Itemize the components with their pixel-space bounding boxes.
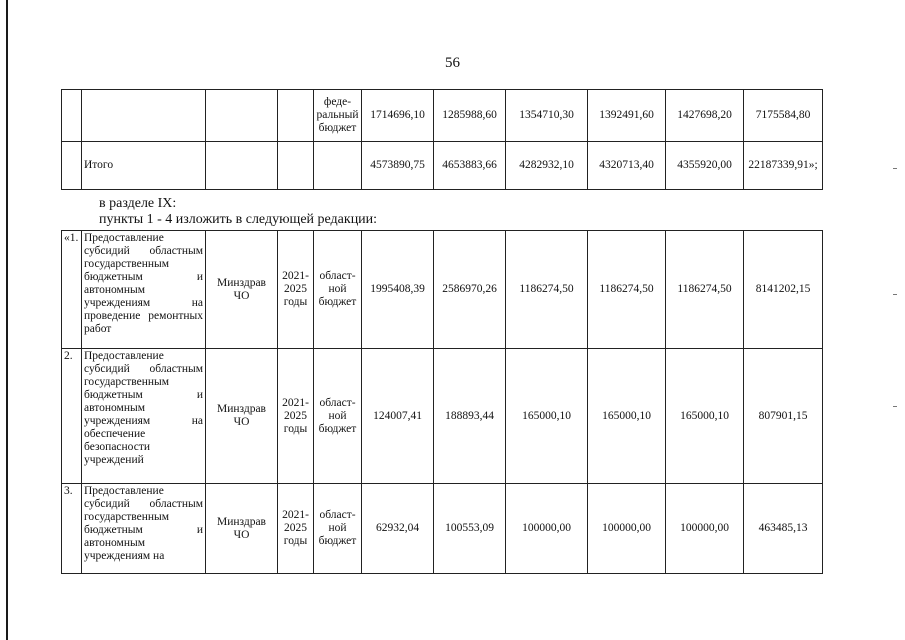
continuation-table bbox=[61, 89, 823, 190]
cell-desc: Предоставление субсидий областным государственным бюджетным и автономным учреждениям на bbox=[82, 484, 206, 574]
scan-mark bbox=[893, 294, 897, 295]
cell-value: 4355920,00 bbox=[666, 142, 744, 190]
cell-value: 100553,09 bbox=[434, 484, 506, 574]
cell-desc: Предоставление субсидий областным государственным бюджетным и автономным учреждениям на обеспечение безопасности учреждений bbox=[82, 349, 206, 484]
cell-value: 4282932,10 bbox=[506, 142, 588, 190]
scan-mark bbox=[893, 406, 897, 407]
cell-num: 2. bbox=[62, 349, 82, 484]
cell-desc bbox=[82, 90, 206, 142]
cell-value: 4653883,66 bbox=[434, 142, 506, 190]
page-number: 56 bbox=[445, 55, 460, 71]
cell-value: 807901,15 bbox=[744, 349, 823, 484]
section-heading: в разделе IX: bbox=[99, 196, 177, 211]
section-instruction: пункты 1 - 4 изложить в следующей редакции: bbox=[99, 212, 378, 227]
cell-period: 2021-2025 годы bbox=[278, 349, 314, 484]
cell-exec: Минздрав ЧО bbox=[206, 349, 278, 484]
cell-value: 62932,04 bbox=[362, 484, 434, 574]
cell-source: област-ной бюджет bbox=[314, 349, 362, 484]
cell-desc: Предоставление субсидий областным государственным бюджетным и автономным учреждениям на проведение ремонтных работ bbox=[82, 231, 206, 349]
cell-value: 22187339,91»; bbox=[744, 142, 823, 190]
cell-source bbox=[314, 142, 362, 190]
cell-value: 1186274,50 bbox=[666, 231, 744, 349]
cell-exec bbox=[206, 142, 278, 190]
cell-period: 2021-2025 годы bbox=[278, 231, 314, 349]
cell-exec: Минздрав ЧО bbox=[206, 231, 278, 349]
cell-num: «1. bbox=[62, 231, 82, 349]
cell-num bbox=[62, 142, 82, 190]
table-row bbox=[62, 484, 823, 574]
cell-value: 2586970,26 bbox=[434, 231, 506, 349]
cell-value: 4573890,75 bbox=[362, 142, 434, 190]
table-row bbox=[62, 142, 823, 190]
cell-period bbox=[278, 142, 314, 190]
cell-value: 188893,44 bbox=[434, 349, 506, 484]
cell-value: 100000,00 bbox=[588, 484, 666, 574]
cell-value: 1186274,50 bbox=[506, 231, 588, 349]
cell-value: 100000,00 bbox=[506, 484, 588, 574]
cell-value: 1285988,60 bbox=[434, 90, 506, 142]
cell-value: 1354710,30 bbox=[506, 90, 588, 142]
scan-edge bbox=[6, 0, 8, 640]
cell-value: 124007,41 bbox=[362, 349, 434, 484]
table-row bbox=[62, 231, 823, 349]
cell-value: 1995408,39 bbox=[362, 231, 434, 349]
cell-value: 165000,10 bbox=[588, 349, 666, 484]
cell-value: 7175584,80 bbox=[744, 90, 823, 142]
table-row bbox=[62, 90, 823, 142]
cell-period: 2021-2025 годы bbox=[278, 484, 314, 574]
cell-source: област-ной бюджет bbox=[314, 484, 362, 574]
cell-source: област-ной бюджет bbox=[314, 231, 362, 349]
cell-period bbox=[278, 90, 314, 142]
cell-num bbox=[62, 90, 82, 142]
cell-value: 4320713,40 bbox=[588, 142, 666, 190]
scan-mark bbox=[893, 168, 897, 169]
cell-value: 165000,10 bbox=[666, 349, 744, 484]
cell-exec bbox=[206, 90, 278, 142]
cell-value: 8141202,15 bbox=[744, 231, 823, 349]
cell-value: 463485,13 bbox=[744, 484, 823, 574]
cell-source: феде-ральный бюджет bbox=[314, 90, 362, 142]
cell-exec: Минздрав ЧО bbox=[206, 484, 278, 574]
cell-value: 1714696,10 bbox=[362, 90, 434, 142]
program-table bbox=[61, 230, 823, 574]
table-row bbox=[62, 349, 823, 484]
cell-value: 1427698,20 bbox=[666, 90, 744, 142]
cell-desc: Итого bbox=[82, 142, 206, 190]
cell-value: 100000,00 bbox=[666, 484, 744, 574]
cell-value: 1186274,50 bbox=[588, 231, 666, 349]
cell-num: 3. bbox=[62, 484, 82, 574]
cell-value: 1392491,60 bbox=[588, 90, 666, 142]
cell-value: 165000,10 bbox=[506, 349, 588, 484]
